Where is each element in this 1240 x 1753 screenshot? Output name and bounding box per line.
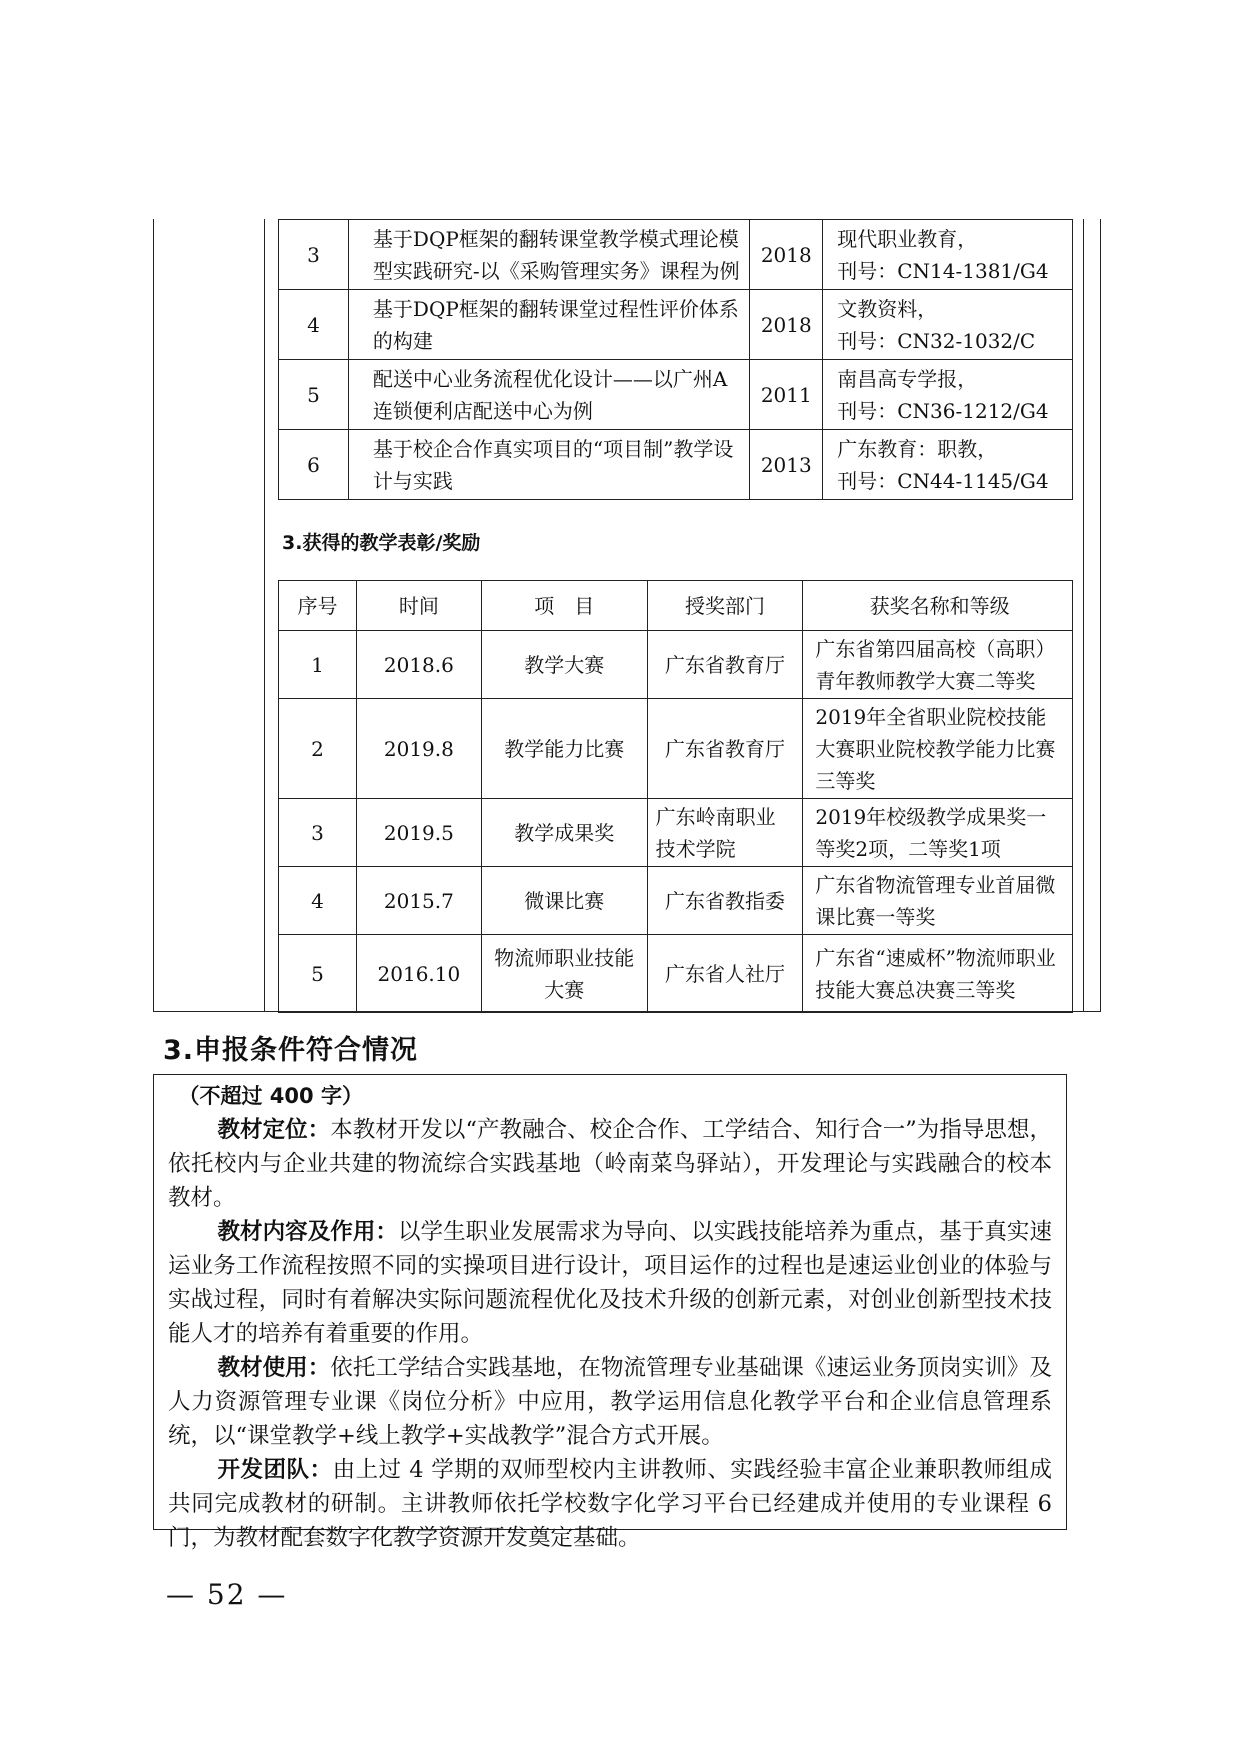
col-header-item: 项 目 [481, 581, 647, 631]
pub-no: 3 [279, 220, 349, 290]
pub-year: 2011 [750, 360, 823, 430]
journal-issn: 刊号：CN14-1381/G4 [837, 258, 1049, 283]
pub-year: 2018 [750, 220, 823, 290]
col-header-no: 序号 [279, 581, 357, 631]
paragraph-label: 教材内容及作用： [217, 1219, 398, 1245]
pub-journal [823, 430, 1073, 500]
table-row [279, 867, 1073, 935]
table-row [279, 935, 1073, 1013]
award-item: 教学能力比赛 [481, 699, 647, 799]
award-item: 教学成果奖 [481, 799, 647, 867]
pub-no: 4 [279, 290, 349, 360]
pub-journal [823, 220, 1073, 290]
paragraph [168, 1215, 1052, 1351]
award-name: 2019年校级教学成果奖一等奖2项，二等奖1项 [803, 799, 1073, 867]
award-dept: 广东省教指委 [647, 867, 803, 935]
journal-issn: 刊号：CN44-1145/G4 [837, 468, 1049, 493]
award-time: 2019.5 [356, 799, 481, 867]
journal-name: 现代职业教育， [837, 226, 978, 251]
journal-issn: 刊号：CN36-1212/G4 [837, 398, 1049, 423]
paragraph-text: 由上过 4 学期的双师型校内主讲教师、实践经验丰富企业兼职教师组成共同完成教材的研制。主讲教师依托学校数字化学习平台已经建成并使用的专业课程 6 门，为教材配套数字化教学资源开发奠定基础。 [168, 1457, 1052, 1551]
pub-year: 2018 [750, 290, 823, 360]
awards-table [278, 580, 1073, 1013]
award-no: 2 [279, 699, 357, 799]
col-header-time: 时间 [356, 581, 481, 631]
table-row [279, 699, 1073, 799]
award-no: 3 [279, 799, 357, 867]
award-item: 物流师职业技能大赛 [481, 935, 647, 1013]
award-name: 2019年全省职业院校技能大赛职业院校教学能力比赛三等奖 [803, 699, 1073, 799]
award-item: 微课比赛 [481, 867, 647, 935]
pub-journal [823, 290, 1073, 360]
table-row [279, 290, 1073, 360]
journal-name: 南昌高专学报， [837, 366, 978, 391]
paragraph-label: 开发团队： [217, 1457, 333, 1483]
table-row [279, 631, 1073, 699]
award-dept: 广东省教育厅 [647, 699, 803, 799]
paragraph-label: 教材定位： [217, 1117, 331, 1143]
journal-issn: 刊号：CN32-1032/C [837, 328, 1036, 353]
award-dept: 广东岭南职业技术学院 [647, 799, 803, 867]
award-no: 4 [279, 867, 357, 935]
table-row [279, 220, 1073, 290]
paragraph-label: 教材使用： [217, 1355, 331, 1381]
paragraph [168, 1453, 1052, 1555]
award-no: 5 [279, 935, 357, 1013]
pub-journal [823, 360, 1073, 430]
publications-table [278, 219, 1073, 500]
award-name: 广东省“速威杯”物流师职业技能大赛总决赛三等奖 [803, 935, 1073, 1013]
award-name: 广东省第四届高校（高职）青年教师教学大赛二等奖 [803, 631, 1073, 699]
award-time: 2019.8 [356, 699, 481, 799]
pub-no: 6 [279, 430, 349, 500]
table-row [279, 799, 1073, 867]
paragraph-text: 以学生职业发展需求为导向、以实践技能培养为重点，基于真实速运业务工作流程按照不同的实操项目进行设计，项目运作的过程也是速运业创业的体验与实战过程，同时有着解决实际问题流程优化及技术升级的创新元素，对创业创新型技术技能人才的培养有着重要的作用。 [168, 1219, 1052, 1347]
application-conditions-box [153, 1074, 1067, 1551]
journal-name: 广东教育：职教， [837, 436, 998, 461]
paragraph [168, 1351, 1052, 1453]
award-time: 2018.6 [356, 631, 481, 699]
pub-year: 2013 [750, 430, 823, 500]
pub-no: 5 [279, 360, 349, 430]
word-limit-note: （不超过 400 字） [178, 1084, 363, 1108]
pub-title: 基于DQP框架的翻转课堂过程性评价体系的构建 [348, 290, 749, 360]
table-row [279, 430, 1073, 500]
form-right-inner-rule [1083, 219, 1084, 1012]
table-row [279, 360, 1073, 430]
award-no: 1 [279, 631, 357, 699]
section-title: 3.申报条件符合情况 [163, 1035, 419, 1066]
award-time: 2016.10 [356, 935, 481, 1013]
page-number: — 52 — [166, 1578, 288, 1611]
col-header-name: 获奖名称和等级 [803, 581, 1073, 631]
award-dept: 广东省人社厅 [647, 935, 803, 1013]
table-header-row [279, 581, 1073, 631]
paragraph [168, 1113, 1052, 1215]
form-left-column-divider [264, 219, 265, 1012]
award-time: 2015.7 [356, 867, 481, 935]
award-name: 广东省物流管理专业首届微课比赛一等奖 [803, 867, 1073, 935]
pub-title: 基于校企合作真实项目的“项目制”教学设计与实践 [348, 430, 749, 500]
award-dept: 广东省教育厅 [647, 631, 803, 699]
journal-name: 文教资料， [837, 296, 938, 321]
awards-heading: 3.获得的教学表彰/奖励 [282, 532, 481, 554]
pub-title: 配送中心业务流程优化设计——以广州A连锁便利店配送中心为例 [348, 360, 749, 430]
award-item: 教学大赛 [481, 631, 647, 699]
col-header-dept: 授奖部门 [647, 581, 803, 631]
paragraph-text: 依托工学结合实践基地，在物流管理专业基础课《速运业务顶岗实训》及人力资源管理专业课《岗位分析》中应用，教学运用信息化教学平台和企业信息管理系统，以“课堂教学+线上教学+实战教学”混合方式开展。 [168, 1355, 1052, 1449]
paragraph-text: 本教材开发以“产教融合、校企合作、工学结合、知行合一”为指导思想，依托校内与企业共建的物流综合实践基地（岭南菜鸟驿站），开发理论与实践融合的校本教材。 [168, 1117, 1052, 1211]
pub-title: 基于DQP框架的翻转课堂教学模式理论模型实践研究-以《采购管理实务》课程为例 [348, 220, 749, 290]
